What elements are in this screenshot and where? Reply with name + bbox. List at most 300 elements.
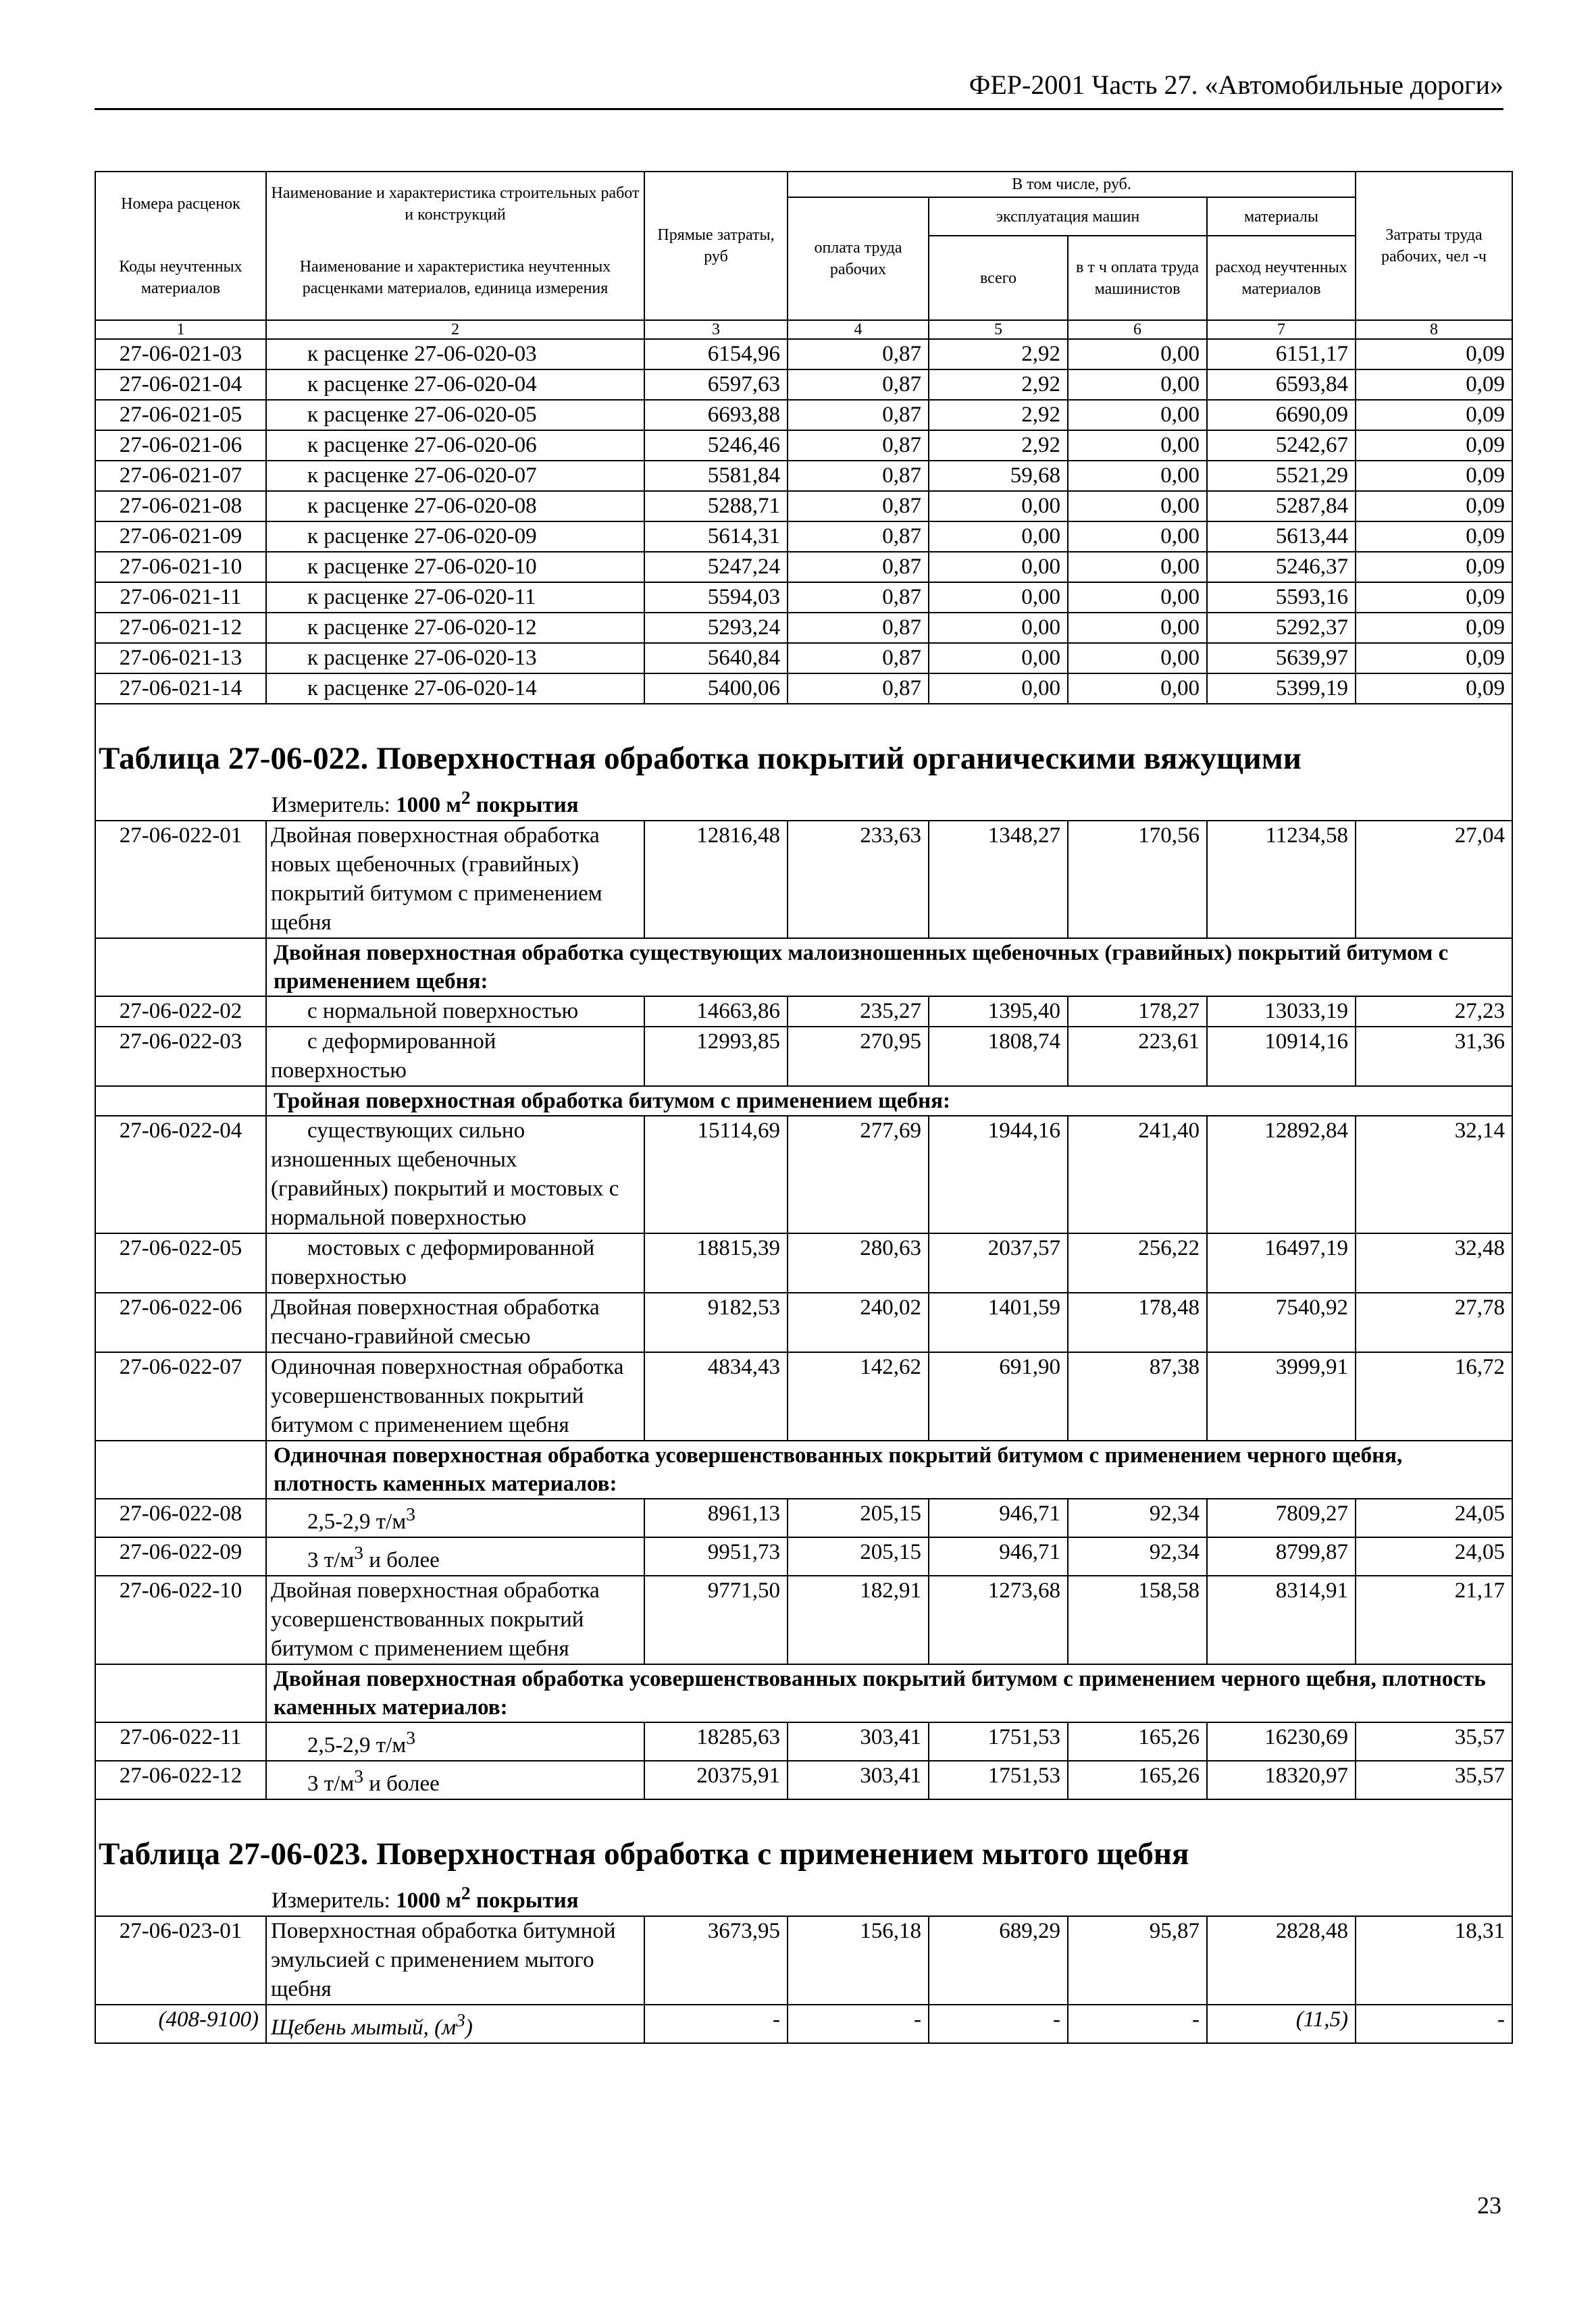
group-row xyxy=(95,1664,1512,1722)
wage-cost: 303,41 xyxy=(788,1722,929,1761)
machines-total: 2,92 xyxy=(929,400,1068,430)
work-name: к расценке 27-06-020-08 xyxy=(266,491,644,521)
table-row xyxy=(95,369,1512,400)
table-row xyxy=(95,1722,1512,1761)
materials-cost: 5593,16 xyxy=(1207,582,1356,613)
machines-total: 1348,27 xyxy=(929,821,1068,938)
table-row xyxy=(95,821,1512,938)
labor-cost: 27,23 xyxy=(1356,996,1512,1027)
table-row xyxy=(95,461,1512,491)
rate-code: 27-06-021-11 xyxy=(95,582,266,613)
machines-total: 2,92 xyxy=(929,369,1068,400)
spacer-row xyxy=(95,1799,1512,1823)
labor-cost: 27,04 xyxy=(1356,821,1512,938)
machinist-wage: 0,00 xyxy=(1068,613,1207,643)
table-header-row xyxy=(95,172,1512,197)
rate-code: 27-06-022-11 xyxy=(95,1722,266,1761)
wage-cost: 0,87 xyxy=(788,430,929,461)
direct-costs: 14663,86 xyxy=(644,996,788,1027)
materials-cost: 5246,37 xyxy=(1207,552,1356,582)
column-number: 8 xyxy=(1356,320,1512,339)
direct-costs: 9951,73 xyxy=(644,1537,788,1576)
table-row xyxy=(95,1537,1512,1576)
name-sup: 3 xyxy=(354,1542,363,1563)
work-name: Одиночная поверхностная обработка усовершенствованных покрытий битумом с применением щебня xyxy=(266,1352,644,1441)
machinist-wage: - xyxy=(1068,2005,1207,2043)
table-row xyxy=(95,582,1512,613)
header-wage: оплата труда рабочих xyxy=(788,197,929,320)
name-text: 3 т/м xyxy=(307,1548,355,1572)
table-22-meter xyxy=(95,783,1512,821)
direct-costs: 5614,31 xyxy=(644,521,788,552)
work-name: к расценке 27-06-020-11 xyxy=(266,582,644,613)
wage-cost: 235,27 xyxy=(788,996,929,1027)
labor-cost: 27,78 xyxy=(1356,1293,1512,1352)
machinist-wage: 95,87 xyxy=(1068,1916,1207,2005)
labor-cost: 18,31 xyxy=(1356,1916,1512,2005)
materials-cost: 8314,91 xyxy=(1207,1576,1356,1664)
machines-total: 1273,68 xyxy=(929,1576,1068,1664)
table-row xyxy=(95,491,1512,521)
materials-cost: 8799,87 xyxy=(1207,1537,1356,1576)
name-sup: 3 xyxy=(406,1503,415,1524)
wage-cost: 303,41 xyxy=(788,1761,929,1799)
machines-total: 946,71 xyxy=(929,1537,1068,1576)
labor-cost: 0,09 xyxy=(1356,643,1512,673)
work-name: к расценке 27-06-020-14 xyxy=(266,673,644,704)
materials-cost: 5242,67 xyxy=(1207,430,1356,461)
machinist-wage: 0,00 xyxy=(1068,430,1207,461)
rate-code: 27-06-022-12 xyxy=(95,1761,266,1799)
rate-code: 27-06-022-07 xyxy=(95,1352,266,1441)
table-title-row xyxy=(95,1823,1512,1878)
direct-costs: 12816,48 xyxy=(644,821,788,938)
labor-cost: 0,09 xyxy=(1356,339,1512,369)
header-name-top: Наименование и характеристика строительных работ и конструкций xyxy=(266,172,644,236)
header-codes-top: Номера расценок xyxy=(95,172,266,236)
labor-cost: 0,09 xyxy=(1356,613,1512,643)
wage-cost: 0,87 xyxy=(788,552,929,582)
rates-table xyxy=(95,171,1513,2044)
machines-total: 691,90 xyxy=(929,1352,1068,1441)
direct-costs: 15114,69 xyxy=(644,1116,788,1233)
rate-code: 27-06-021-14 xyxy=(95,673,266,704)
machinist-wage: 165,26 xyxy=(1068,1761,1207,1799)
machines-total: 1808,74 xyxy=(929,1027,1068,1086)
labor-cost: 35,57 xyxy=(1356,1722,1512,1761)
direct-costs: 5288,71 xyxy=(644,491,788,521)
materials-cost: (11,5) xyxy=(1207,2005,1356,2043)
table-row xyxy=(95,613,1512,643)
machinist-wage: 0,00 xyxy=(1068,461,1207,491)
blank-cell xyxy=(95,1441,266,1499)
rate-code: 27-06-021-08 xyxy=(95,491,266,521)
rate-code: 27-06-022-04 xyxy=(95,1116,266,1233)
materials-cost: 6151,17 xyxy=(1207,339,1356,369)
machines-total: 689,29 xyxy=(929,1916,1068,2005)
materials-cost: 5287,84 xyxy=(1207,491,1356,521)
work-name: мостовых с деформированной поверхностью xyxy=(266,1233,644,1293)
rate-code: 27-06-022-10 xyxy=(95,1576,266,1664)
header-incl: В том числе, руб. xyxy=(788,172,1356,197)
spacer-row xyxy=(95,704,1512,727)
column-number: 5 xyxy=(929,320,1068,339)
machines-total: 0,00 xyxy=(929,673,1068,704)
rate-code: 27-06-022-06 xyxy=(95,1293,266,1352)
wage-cost: 0,87 xyxy=(788,643,929,673)
materials-cost: 11234,58 xyxy=(1207,821,1356,938)
materials-cost: 7540,92 xyxy=(1207,1293,1356,1352)
name-text: 3 т/м xyxy=(307,1772,355,1796)
machinist-wage: 256,22 xyxy=(1068,1233,1207,1293)
work-name: Двойная поверхностная обработка песчано-гравийной смесью xyxy=(266,1293,644,1352)
header-machines-total: всего xyxy=(929,236,1068,320)
name-text: и более xyxy=(363,1772,440,1796)
materials-cost: 5639,97 xyxy=(1207,643,1356,673)
labor-cost: - xyxy=(1356,2005,1512,2043)
meter-tail: покрытия xyxy=(470,793,579,817)
machinist-wage: 158,58 xyxy=(1068,1576,1207,1664)
machinist-wage: 92,34 xyxy=(1068,1499,1207,1537)
wage-cost: 0,87 xyxy=(788,673,929,704)
group-row xyxy=(95,938,1512,996)
wage-cost: 156,18 xyxy=(788,1916,929,2005)
machinist-wage: 241,40 xyxy=(1068,1116,1207,1233)
header-machines: эксплуатация машин xyxy=(929,197,1207,236)
rate-code: 27-06-021-03 xyxy=(95,339,266,369)
labor-cost: 0,09 xyxy=(1356,491,1512,521)
machines-total: 1944,16 xyxy=(929,1116,1068,1233)
labor-cost: 32,14 xyxy=(1356,1116,1512,1233)
wage-cost: - xyxy=(788,2005,929,2043)
header-name-bottom: Наименование и характеристика неучтенных расценками материалов, единица измерения xyxy=(266,236,644,320)
table-row xyxy=(95,521,1512,552)
materials-cost: 12892,84 xyxy=(1207,1116,1356,1233)
name-sup: 3 xyxy=(456,2009,465,2030)
name-text: 2,5-2,9 т/м xyxy=(307,1510,407,1534)
wage-cost: 0,87 xyxy=(788,400,929,430)
machinist-wage: 178,48 xyxy=(1068,1293,1207,1352)
work-name: Двойная поверхностная обработка усовершенствованных покрытий битумом с применением щебня xyxy=(266,1576,644,1664)
meter-tail: покрытия xyxy=(470,1888,579,1913)
material-code: (408-9100) xyxy=(95,2005,266,2043)
labor-cost: 0,09 xyxy=(1356,461,1512,491)
machines-total: 1401,59 xyxy=(929,1293,1068,1352)
meter-value: 1000 м xyxy=(396,793,461,817)
name-text: Щебень мытый, (м xyxy=(271,2015,457,2040)
rate-code: 27-06-021-10 xyxy=(95,552,266,582)
header-title: ФЕР-2001 Часть 27. «Автомобильные дороги» xyxy=(969,70,1503,100)
page-header xyxy=(95,66,1503,110)
wage-cost: 240,02 xyxy=(788,1293,929,1352)
direct-costs: 18285,63 xyxy=(644,1722,788,1761)
direct-costs: 5400,06 xyxy=(644,673,788,704)
rate-code: 27-06-021-07 xyxy=(95,461,266,491)
work-name: существующих сильно изношенных щебеночных (гравийных) покрытий и мостовых с нормальной поверхностью xyxy=(266,1116,644,1233)
blank-cell xyxy=(95,1664,266,1722)
rate-code: 27-06-021-13 xyxy=(95,643,266,673)
wage-cost: 277,69 xyxy=(788,1116,929,1233)
labor-cost: 0,09 xyxy=(1356,430,1512,461)
table-row xyxy=(95,1499,1512,1537)
rate-code: 27-06-021-04 xyxy=(95,369,266,400)
wage-cost: 142,62 xyxy=(788,1352,929,1441)
machinist-wage: 0,00 xyxy=(1068,643,1207,673)
table-row xyxy=(95,1761,1512,1799)
machinist-wage: 170,56 xyxy=(1068,821,1207,938)
group-row xyxy=(95,1086,1512,1116)
rows-021 xyxy=(95,339,1512,704)
direct-costs: 5247,24 xyxy=(644,552,788,582)
spacer xyxy=(95,1799,1512,1823)
work-name: к расценке 27-06-020-12 xyxy=(266,613,644,643)
labor-cost: 24,05 xyxy=(1356,1499,1512,1537)
name-text: 2,5-2,9 т/м xyxy=(307,1733,407,1757)
direct-costs: 20375,91 xyxy=(644,1761,788,1799)
machines-total: 1751,53 xyxy=(929,1722,1068,1761)
wage-cost: 205,15 xyxy=(788,1499,929,1537)
table-row xyxy=(95,996,1512,1027)
labor-cost: 0,09 xyxy=(1356,552,1512,582)
wage-cost: 0,87 xyxy=(788,613,929,643)
wage-cost: 0,87 xyxy=(788,461,929,491)
table-row xyxy=(95,552,1512,582)
direct-costs: 6693,88 xyxy=(644,400,788,430)
machines-total: 2037,57 xyxy=(929,1233,1068,1293)
wage-cost: 0,87 xyxy=(788,339,929,369)
machinist-wage: 178,27 xyxy=(1068,996,1207,1027)
rate-code: 27-06-022-05 xyxy=(95,1233,266,1293)
labor-cost: 32,48 xyxy=(1356,1233,1512,1293)
rate-code: 27-06-021-06 xyxy=(95,430,266,461)
table-row xyxy=(95,1116,1512,1233)
table-row xyxy=(95,1233,1512,1293)
name-text: и более xyxy=(363,1548,440,1572)
wage-cost: 0,87 xyxy=(788,582,929,613)
material-row xyxy=(95,2005,1512,2043)
labor-cost: 0,09 xyxy=(1356,521,1512,552)
materials-cost: 6690,09 xyxy=(1207,400,1356,430)
meter-sup: 2 xyxy=(461,1882,471,1903)
work-name: к расценке 27-06-020-06 xyxy=(266,430,644,461)
header-direct: Прямые затраты, руб xyxy=(644,172,788,320)
rate-code: 27-06-022-03 xyxy=(95,1027,266,1086)
group-heading: Двойная поверхностная обработка существующих малоизношенных щебеночных (гравийных) покрытий битумом с применением щебня: xyxy=(266,938,1512,996)
materials-cost: 16497,19 xyxy=(1207,1233,1356,1293)
wage-cost: 270,95 xyxy=(788,1027,929,1086)
group-heading: Тройная поверхностная обработка битумом с применением щебня: xyxy=(266,1086,1512,1116)
materials-cost: 2828,48 xyxy=(1207,1916,1356,2005)
direct-costs: - xyxy=(644,2005,788,2043)
header-materials: материалы xyxy=(1207,197,1356,236)
machinist-wage: 0,00 xyxy=(1068,369,1207,400)
spacer xyxy=(95,704,1512,727)
materials-cost: 7809,27 xyxy=(1207,1499,1356,1537)
rate-code: 27-06-022-02 xyxy=(95,996,266,1027)
table-row xyxy=(95,339,1512,369)
name-text: ) xyxy=(465,2015,473,2040)
direct-costs: 5293,24 xyxy=(644,613,788,643)
labor-cost: 24,05 xyxy=(1356,1537,1512,1576)
rate-code: 27-06-023-01 xyxy=(95,1916,266,2005)
name-sup: 3 xyxy=(406,1727,415,1748)
column-number: 7 xyxy=(1207,320,1356,339)
direct-costs: 5640,84 xyxy=(644,643,788,673)
group-heading: Двойная поверхностная обработка усовершенствованных покрытий битумом с применением черного щебня, плотность каменных материалов: xyxy=(266,1664,1512,1722)
blank-cell xyxy=(95,938,266,996)
machinist-wage: 165,26 xyxy=(1068,1722,1207,1761)
table-row xyxy=(95,430,1512,461)
work-name: к расценке 27-06-020-04 xyxy=(266,369,644,400)
table-22-title: Таблица 27-06-022. Поверхностная обработка покрытий органическими вяжущими xyxy=(95,727,1512,783)
column-number: 4 xyxy=(788,320,929,339)
materials-cost: 5521,29 xyxy=(1207,461,1356,491)
header-materials-unaccounted: расход неучтенных материалов xyxy=(1207,236,1356,320)
table-row xyxy=(95,643,1512,673)
column-number: 6 xyxy=(1068,320,1207,339)
work-name: с деформированной поверхностью xyxy=(266,1027,644,1086)
materials-cost: 18320,97 xyxy=(1207,1761,1356,1799)
machines-total: 0,00 xyxy=(929,491,1068,521)
machinist-wage: 0,00 xyxy=(1068,582,1207,613)
rate-code: 27-06-022-08 xyxy=(95,1499,266,1537)
labor-cost: 21,17 xyxy=(1356,1576,1512,1664)
machines-total: 1395,40 xyxy=(929,996,1068,1027)
table-row xyxy=(95,673,1512,704)
machinist-wage: 0,00 xyxy=(1068,673,1207,704)
blank-cell xyxy=(95,1086,266,1116)
materials-cost: 10914,16 xyxy=(1207,1027,1356,1086)
wage-cost: 205,15 xyxy=(788,1537,929,1576)
labor-cost: 35,57 xyxy=(1356,1761,1512,1799)
direct-costs: 5246,46 xyxy=(644,430,788,461)
table-row xyxy=(95,1352,1512,1441)
table-row xyxy=(95,1027,1512,1086)
work-name xyxy=(266,1499,644,1537)
work-name xyxy=(266,1761,644,1799)
meter-value: 1000 м xyxy=(396,1888,461,1913)
machines-total: 59,68 xyxy=(929,461,1068,491)
machinist-wage: 92,34 xyxy=(1068,1537,1207,1576)
group-heading: Одиночная поверхностная обработка усовершенствованных покрытий битумом с применением черного щебня, плотность каменных материалов: xyxy=(266,1441,1512,1499)
materials-cost: 5613,44 xyxy=(1207,521,1356,552)
rate-code: 27-06-021-05 xyxy=(95,400,266,430)
machines-total: 0,00 xyxy=(929,643,1068,673)
work-name: к расценке 27-06-020-07 xyxy=(266,461,644,491)
header-codes-bottom: Коды неучтенных материалов xyxy=(95,236,266,320)
materials-cost: 5399,19 xyxy=(1207,673,1356,704)
labor-cost: 0,09 xyxy=(1356,673,1512,704)
direct-costs: 12993,85 xyxy=(644,1027,788,1086)
meter-sup: 2 xyxy=(461,787,471,808)
rate-code: 27-06-021-09 xyxy=(95,521,266,552)
wage-cost: 0,87 xyxy=(788,491,929,521)
direct-costs: 9771,50 xyxy=(644,1576,788,1664)
machines-total: 1751,53 xyxy=(929,1761,1068,1799)
machines-total: 0,00 xyxy=(929,613,1068,643)
materials-cost: 13033,19 xyxy=(1207,996,1356,1027)
machinist-wage: 0,00 xyxy=(1068,491,1207,521)
machines-total: 2,92 xyxy=(929,339,1068,369)
labor-cost: 16,72 xyxy=(1356,1352,1512,1441)
work-name: к расценке 27-06-020-03 xyxy=(266,339,644,369)
rate-code: 27-06-022-09 xyxy=(95,1537,266,1576)
labor-cost: 0,09 xyxy=(1356,400,1512,430)
materials-cost: 6593,84 xyxy=(1207,369,1356,400)
table-row xyxy=(95,400,1512,430)
wage-cost: 182,91 xyxy=(788,1576,929,1664)
labor-cost: 0,09 xyxy=(1356,582,1512,613)
table-row xyxy=(95,1916,1512,2005)
labor-cost: 31,36 xyxy=(1356,1027,1512,1086)
wage-cost: 0,87 xyxy=(788,369,929,400)
machines-total: 0,00 xyxy=(929,582,1068,613)
page-number: 23 xyxy=(1477,2192,1501,2219)
work-name: Поверхностная обработка битумной эмульсией с применением мытого щебня xyxy=(266,1916,644,2005)
work-name: к расценке 27-06-020-09 xyxy=(266,521,644,552)
machines-total: 0,00 xyxy=(929,552,1068,582)
materials-cost: 3999,91 xyxy=(1207,1352,1356,1441)
table-title-row xyxy=(95,727,1512,783)
rate-code: 27-06-021-12 xyxy=(95,613,266,643)
direct-costs: 18815,39 xyxy=(644,1233,788,1293)
machines-total: 0,00 xyxy=(929,521,1068,552)
direct-costs: 4834,43 xyxy=(644,1352,788,1441)
header-labor: Затраты труда рабочих, чел -ч xyxy=(1356,172,1512,320)
table-23-meter xyxy=(95,1878,1512,1916)
direct-costs: 5581,84 xyxy=(644,461,788,491)
direct-costs: 6154,96 xyxy=(644,339,788,369)
meter-row xyxy=(95,783,1512,821)
direct-costs: 6597,63 xyxy=(644,369,788,400)
machines-total: - xyxy=(929,2005,1068,2043)
direct-costs: 3673,95 xyxy=(644,1916,788,2005)
wage-cost: 0,87 xyxy=(788,521,929,552)
wage-cost: 233,63 xyxy=(788,821,929,938)
machinist-wage: 0,00 xyxy=(1068,521,1207,552)
name-sup: 3 xyxy=(354,1766,363,1786)
direct-costs: 5594,03 xyxy=(644,582,788,613)
column-number: 1 xyxy=(95,320,266,339)
direct-costs: 8961,13 xyxy=(644,1499,788,1537)
work-name: с нормальной поверхностью xyxy=(266,996,644,1027)
work-name: к расценке 27-06-020-13 xyxy=(266,643,644,673)
materials-cost: 16230,69 xyxy=(1207,1722,1356,1761)
machinist-wage: 0,00 xyxy=(1068,339,1207,369)
table-row xyxy=(95,1576,1512,1664)
header-machinist-wage: в т ч оплата труда машинистов xyxy=(1068,236,1207,320)
column-numbers-row xyxy=(95,320,1512,339)
table-23-title: Таблица 27-06-023. Поверхностная обработка с применением мытого щебня xyxy=(95,1823,1512,1878)
meter-row xyxy=(95,1878,1512,1916)
machinist-wage: 0,00 xyxy=(1068,400,1207,430)
table-row xyxy=(95,1293,1512,1352)
machines-total: 2,92 xyxy=(929,430,1068,461)
work-name: к расценке 27-06-020-05 xyxy=(266,400,644,430)
machines-total: 946,71 xyxy=(929,1499,1068,1537)
rate-code: 27-06-022-01 xyxy=(95,821,266,938)
material-name xyxy=(266,2005,644,2043)
work-name xyxy=(266,1537,644,1576)
meter-label: Измеритель: xyxy=(272,1888,396,1913)
meter-label: Измеритель: xyxy=(272,793,396,817)
labor-cost: 0,09 xyxy=(1356,369,1512,400)
work-name xyxy=(266,1722,644,1761)
column-number: 3 xyxy=(644,320,788,339)
materials-cost: 5292,37 xyxy=(1207,613,1356,643)
machinist-wage: 87,38 xyxy=(1068,1352,1207,1441)
work-name: Двойная поверхностная обработка новых щебеночных (гравийных) покрытий битумом с применением щебня xyxy=(266,821,644,938)
